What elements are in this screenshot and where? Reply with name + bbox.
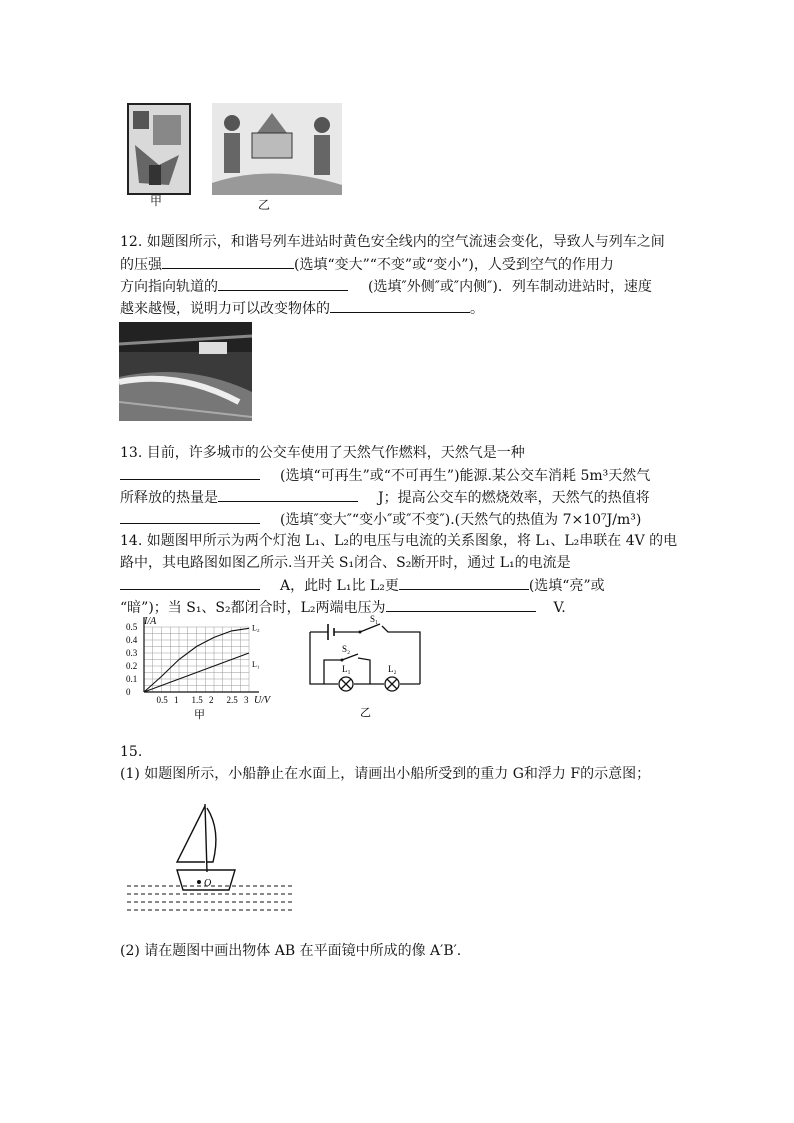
q12-line2 [120, 254, 614, 275]
train-photo [119, 322, 252, 421]
illustration-b-drawing [212, 103, 342, 195]
y-tick-label: 0.4 [126, 635, 138, 645]
circuit-diagram [300, 612, 430, 722]
x-tick-label: 0.5 [156, 695, 168, 705]
boat-sail [177, 806, 216, 862]
y-tick-label: 0.3 [126, 648, 138, 658]
q15-part2: (2) 请在题图中画出物体 AB 在平面镜中所成的像 A′B′. [120, 943, 462, 959]
y-tick-label: 0.2 [126, 661, 138, 671]
x-tick-label: 1.5 [191, 695, 203, 705]
answer-blank-direction[interactable] [218, 276, 348, 291]
circuit-caption: 乙 [360, 706, 371, 719]
train-photo-drawing [119, 322, 252, 421]
illustration-a-drawing [129, 105, 189, 193]
series-label: L₁ [252, 660, 260, 669]
q13-line2 [120, 465, 650, 486]
q12-text: 。 [470, 301, 484, 317]
iv-chart [118, 612, 278, 722]
q12-text: 越来越慢，说明力可以改变物体的 [120, 301, 330, 317]
q13-line1: 13. 目前，许多城市的公交车使用了天然气作燃料，天然气是一种 [120, 445, 525, 461]
x-tick-label: 3 [244, 695, 249, 705]
q12-line3 [120, 276, 652, 297]
q13-text: (选填″变大″“变小″或″不变″).(天然气的热值为 7×10⁷J/m³) [280, 512, 642, 528]
q14-line1: 14. 如题图甲所示为两个灯泡 L₁、L₂的电压与电流的关系图象，将 L₁、L₂串联在 4V 的电 [120, 533, 678, 549]
answer-blank-heat[interactable] [218, 487, 358, 502]
label-a: 甲 [150, 194, 163, 208]
boat-mast [205, 804, 207, 872]
q13-text: (选填“可再生”或“不可再生”)能源.某公交车消耗 5m³天然气 [280, 468, 651, 484]
q14-text: A，此时 L₁比 L₂更 [280, 578, 399, 594]
top-illustration-b [212, 103, 342, 195]
answer-blank-state[interactable] [330, 298, 470, 313]
answer-blank-pressure[interactable] [162, 254, 294, 269]
x-tick-label: 2 [209, 695, 214, 705]
q15-part1: (1) 如题图所示，小船静止在水面上，请画出小船所受到的重力 G和浮力 F的示意图； [120, 766, 651, 782]
q12-line4 [120, 298, 484, 319]
answer-blank-heat-value[interactable] [120, 509, 260, 524]
label-l2: L₂ [388, 664, 397, 674]
top-illustration-a [127, 103, 191, 195]
y-axis-label: I/A [144, 616, 157, 627]
x-tick-label: 1 [174, 695, 179, 705]
q13-text: 所释放的热量是 [120, 490, 218, 506]
boat-diagram [125, 800, 297, 918]
q12-text: (选填″外侧″或″内侧″)．列车制动进站时，速度 [368, 279, 652, 295]
x-axis-label: U/V [254, 695, 271, 706]
q14-text: “暗”)；当 S₁、S₂都闭合时，L₂两端电压为 [120, 600, 386, 616]
label-l1: L₁ [342, 664, 351, 674]
series-label: L₂ [252, 623, 260, 633]
q13-line4 [120, 509, 641, 530]
answer-blank-energy-type[interactable] [120, 465, 260, 480]
boat-center-point [197, 880, 201, 884]
q14-text: V. [553, 600, 566, 616]
answer-blank-current[interactable] [120, 575, 260, 590]
q12-text: 的压强 [120, 257, 162, 273]
q13-text: J；提高公交车的燃烧效率，天然气的热值将 [378, 490, 650, 506]
q14-text: (选填“亮”或 [528, 578, 605, 594]
q13-line3 [120, 487, 650, 508]
q12-line1: 12. 如题图所示，和谐号列车进站时黄色安全线内的空气流速会变化，导致人与列车之间 [120, 234, 665, 250]
q14-line3 [120, 575, 605, 596]
y-tick-label: 0.5 [126, 622, 138, 632]
q15-number: 15. [120, 744, 143, 760]
y-tick-label: 0 [126, 687, 131, 697]
answer-blank-voltage[interactable] [386, 597, 536, 612]
q12-text: (选填“变大”“不变”或“变小”)，人受到空气的作用力 [294, 257, 614, 273]
x-tick-label: 2.5 [226, 695, 238, 705]
chart-caption: 甲 [194, 708, 205, 721]
switch-s2 [342, 654, 358, 660]
q12-text: 方向指向轨道的 [120, 279, 218, 295]
battery-symbol [328, 624, 334, 640]
circuit-wire-top [310, 626, 420, 684]
y-tick-label: 0.1 [126, 674, 138, 684]
switch-s1 [360, 624, 380, 632]
label-s1: S₁ [370, 614, 379, 624]
label-b: 乙 [258, 198, 271, 212]
boat-point-label: O [204, 878, 212, 889]
label-s2: S₂ [342, 644, 351, 654]
q14-line2: 路中，其电路图如图乙所示.当开关 S₁闭合、S₂断开时，通过 L₁的电流是 [120, 555, 571, 571]
answer-blank-brightness[interactable] [399, 575, 529, 590]
